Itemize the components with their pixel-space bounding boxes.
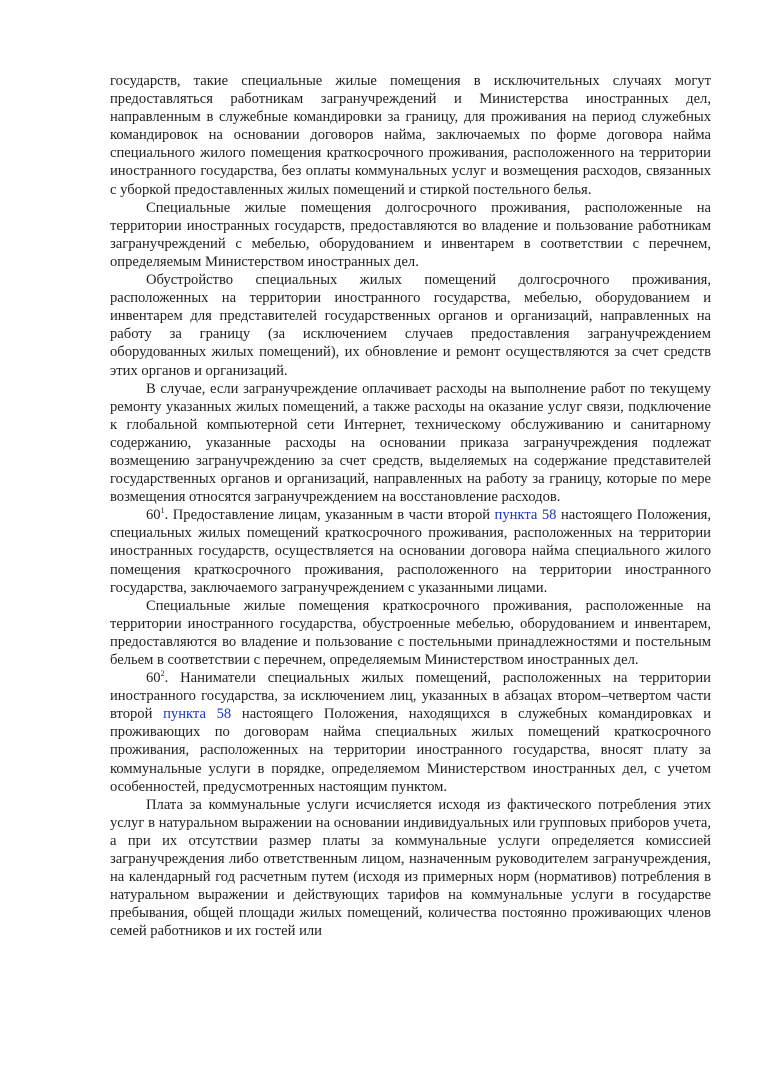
- document-page: [110, 72, 711, 941]
- paragraph-text: . Предоставление лицам, указанным в части второй: [164, 507, 495, 524]
- paragraph-text: . Наниматели специальных жилых помещений, расположенных на территории иностранного государства, за исключением лиц, указанных в абзацах втором–четвертом части второй: [110, 670, 711, 723]
- paragraph-text: Плата за коммунальные услуги исчисляется исходя из фактического потребления этих услуг в натуральном выражении на основании индивидуальных или групповых приборов учета, а при их отсутствии размер платы за коммунальные услуги определяется комиссией загранучреждения либо ответственным лицом, назначенным руководителем загранучреждения, на календарный год расчетным путем (исходя из примерных норм (нормативов) потребления в натуральном выражении и действующих тарифов на коммунальные услуги в государстве пребывания, общей площади жилых помещений, количества постоянно проживающих членов семей работников и их гостей или: [110, 796, 711, 940]
- paragraph-text: настоящего Положения, находящихся в служебных командировках и проживающих по договорам найма специальных жилых помещений краткосрочного проживания, расположенных на территории иностранного государства, вносят плату за коммунальные услуги в порядке, определяемом Министерством иностранных дел, с учетом особенностей, предусмотренных настоящим пунктом.: [110, 706, 712, 795]
- reference-link[interactable]: пункта 58: [494, 507, 557, 524]
- paragraph-text: 60: [146, 670, 161, 687]
- superscript: 1: [160, 506, 165, 516]
- paragraph: [110, 506, 711, 596]
- paragraph: [110, 669, 711, 796]
- superscript: 2: [160, 669, 165, 679]
- paragraph: [110, 271, 711, 380]
- paragraph: [110, 796, 711, 941]
- reference-link[interactable]: пункта 58: [163, 706, 232, 723]
- paragraph-text: Специальные жилые помещения краткосрочного проживания, расположенные на территории иностранного государства, обустроенные мебелью, оборудованием и инвентарем, предоставляются во владение и пользование с постельными принадлежностями и постельным бельем в соответствии с перечнем, определяемым Министерством иностранных дел.: [110, 597, 711, 668]
- paragraph: [110, 597, 711, 669]
- paragraph-text: Обустройство специальных жилых помещений долгосрочного проживания, расположенных на территории иностранного государства, мебелью, оборудованием и инвентарем для представителей государственных органов и организаций, направленных на работу за границу (за исключением случаев предоставления загранучреждением оборудованных жилых помещений), их обновление и ремонт осуществляются за счет средств этих органов и организаций.: [110, 272, 711, 379]
- paragraph-text: 60: [146, 507, 161, 524]
- paragraph: [110, 72, 711, 199]
- paragraph: [110, 199, 711, 271]
- paragraph-text: В случае, если загранучреждение оплачивает расходы на выполнение работ по текущему ремонту указанных жилых помещений, а также расходы на оказание услуг связи, подключение к глобальной компьютерной сети Интернет, техническому обслуживанию и санитарному содержанию, указанные расходы на основании приказа загранучреждения подлежат возмещению загранучреждению за счет средств, выделяемых на содержание представителей государственных органов и организаций, направленных на работу за границу, которые по мере возмещения относятся загранучреждением на восстановление расходов.: [110, 380, 711, 506]
- paragraph-text: государств, такие специальные жилые помещения в исключительных случаях могут предоставляться работникам загранучреждений и Министерства иностранных дел, направленным в служебные командировки за границу, для проживания на период служебных командировок на основании договоров найма, заключаемых по форме договора найма специального жилого помещения краткосрочного проживания, расположенного на территории иностранного государства, без оплаты коммунальных услуг и возмещения расходов, связанных с уборкой предоставленных жилых помещений и стиркой постельного белья.: [110, 73, 711, 198]
- paragraph-text: настоящего Положения, специальных жилых помещений краткосрочного проживания, расположенных на территории иностранных государств, осуществляется на основании договора найма специального жилого помещения краткосрочного проживания, расположенного на территории иностранного государства, заключаемого загранучреждением с указанными лицами.: [110, 507, 711, 596]
- paragraph-text: Специальные жилые помещения долгосрочного проживания, расположенные на территории иностранных государств, предоставляются во владение и пользование работникам загранучреждений с мебелью, оборудованием и инвентарем в соответствии с перечнем, определяемым Министерством иностранных дел.: [110, 199, 711, 270]
- paragraph: [110, 380, 711, 507]
